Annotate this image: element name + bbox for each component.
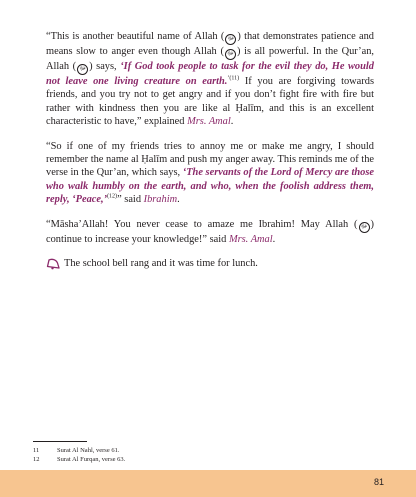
speaker-name: Ibrahim (143, 194, 178, 206)
footnote-divider (33, 441, 87, 442)
page-footer-band (0, 470, 416, 497)
bell-icon (46, 258, 60, 270)
speaker-name: Mrs. Amal (187, 116, 231, 128)
quran-quote: ‘If God took people to task for the evil they do, He would not leave one living creature on earth. (46, 61, 374, 87)
footnote-item: 12 Surat Al Furqan, verse 63. (33, 456, 126, 463)
footnote-ref: (12) (107, 193, 118, 200)
footnotes (33, 446, 125, 464)
honorific-mark: ﷻ (77, 64, 88, 75)
honorific-mark: ﷻ (225, 49, 236, 60)
footnote-ref: ’(11) (227, 75, 240, 82)
body-text (46, 30, 374, 281)
paragraph-2: “So if one of my friends tries to annoy me or make me angry, I should remember the name al Ḥalīm and push my anger away. This reminds me of the verse in the Qur’an, which says, ‘The servants of the Lord of Mercy are those who walk humbly on the earth, and who, when the foolish address them, reply, ‘Peace,’$^{(12)}$” said Ibrahim. (46, 140, 374, 206)
paragraph-1: “This is another beautiful name of Allah ( ﷻ ) that demonstrates patience and means slow to anger even though Allah ( ﷻ ) is all powerful. In the Qur’an, Allah ( ﷻ ) says, ‘If God took people to task for the evil they do, He would not leave one living creature on earth.$^{’(11)}$ If you are forgiving towards friends, and you try not to get angry and if you don’t fight fire with fire but rather with kindness then you are like al Ḥalīm, and this is an excellent characteristic to have,” explained Mrs. Amal. (46, 31, 375, 128)
honorific-mark: ﷻ (359, 222, 370, 233)
paragraph-3: “Māsha’Allah! You never cease to amaze me Ibrahim! May Allah ( ﷻ ) continue to increase your knowledge!” said Mrs. Amal. (46, 218, 374, 245)
paragraph-4: The school bell rang and it was time for lunch. (46, 257, 374, 270)
footnote-item: 11 Surat Al Nahl, verse 61. (33, 447, 120, 454)
honorific-mark: ﷻ (225, 34, 236, 45)
page-number: 81 (373, 477, 384, 487)
quran-quote: ‘The servants of the Lord of Mercy are those who walk humbly on the earth, and who, when the foolish address them, reply, ‘Peace,’ (46, 167, 374, 206)
speaker-name: Mrs. Amal (228, 233, 273, 245)
